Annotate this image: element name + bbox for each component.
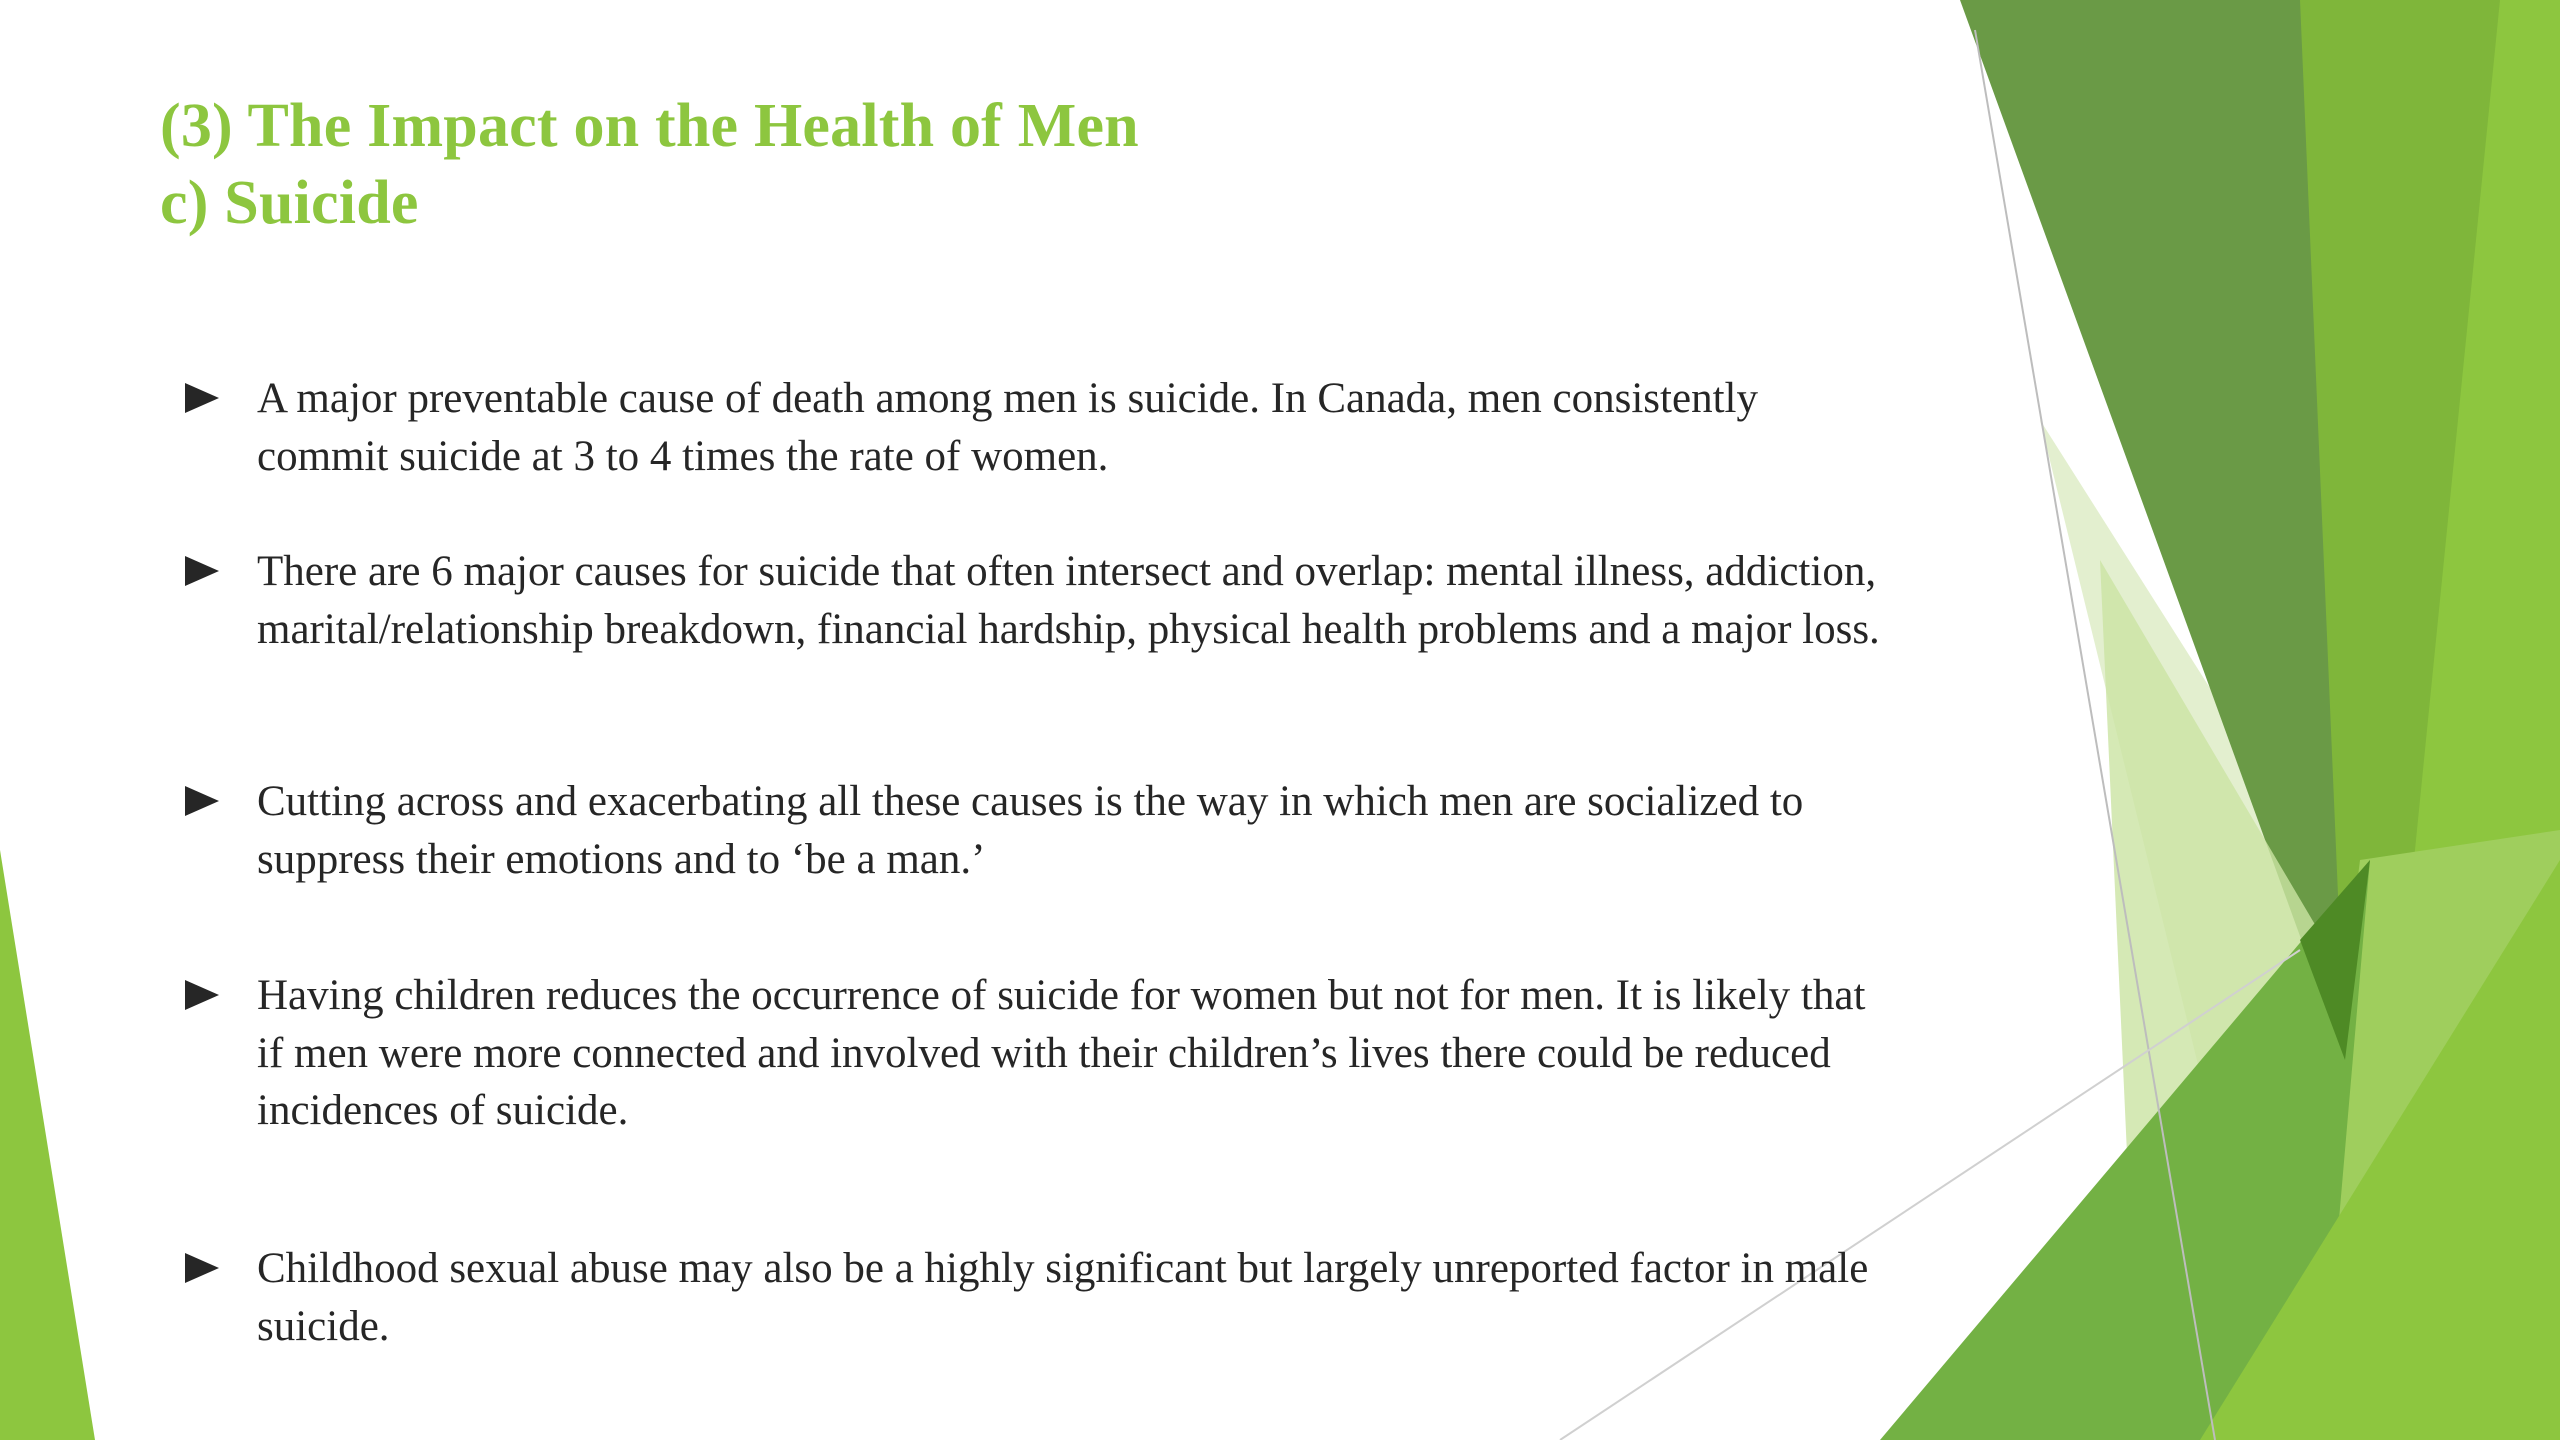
left-green-sliver: [0, 850, 95, 1440]
triangle-right-icon: [185, 1253, 219, 1283]
slide-title: [160, 88, 1139, 242]
bullet-item: [185, 543, 1905, 658]
bullet-text: Cutting across and exacerbating all these causes is the way in which men are socialized to suppress their emotions and to ‘be a man.’: [257, 778, 1804, 883]
bullet-text: Having children reduces the occurrence of suicide for women but not for men. It is likely that if men were more connected and involved with their children’s lives there could be reduced incidences of suicide.: [257, 972, 1866, 1134]
bullet-item: [185, 967, 1905, 1140]
triangle-right-icon: [185, 786, 219, 816]
bullet-item: [185, 773, 1905, 888]
bullet-text: There are 6 major causes for suicide that often intersect and overlap: mental illness, addiction, marital/relationship breakdown, financial hardship, physical health problems and a major loss.: [257, 548, 1880, 653]
bullet-item: [185, 1240, 1905, 1355]
bullet-item: [185, 370, 1905, 485]
triangle-right-icon: [185, 556, 219, 586]
bullet-text: A major preventable cause of death among men is suicide. In Canada, men consistently commit suicide at 3 to 4 times the rate of women.: [257, 375, 1758, 480]
triangle-right-icon: [185, 383, 219, 413]
slide-title-line2: c) Suicide: [160, 169, 419, 237]
slide-title-line1: (3) The Impact on the Health of Men: [160, 92, 1139, 160]
triangle-right-icon: [185, 980, 219, 1010]
bullet-text: Childhood sexual abuse may also be a highly significant but largely unreported factor in male suicide.: [257, 1245, 1869, 1350]
